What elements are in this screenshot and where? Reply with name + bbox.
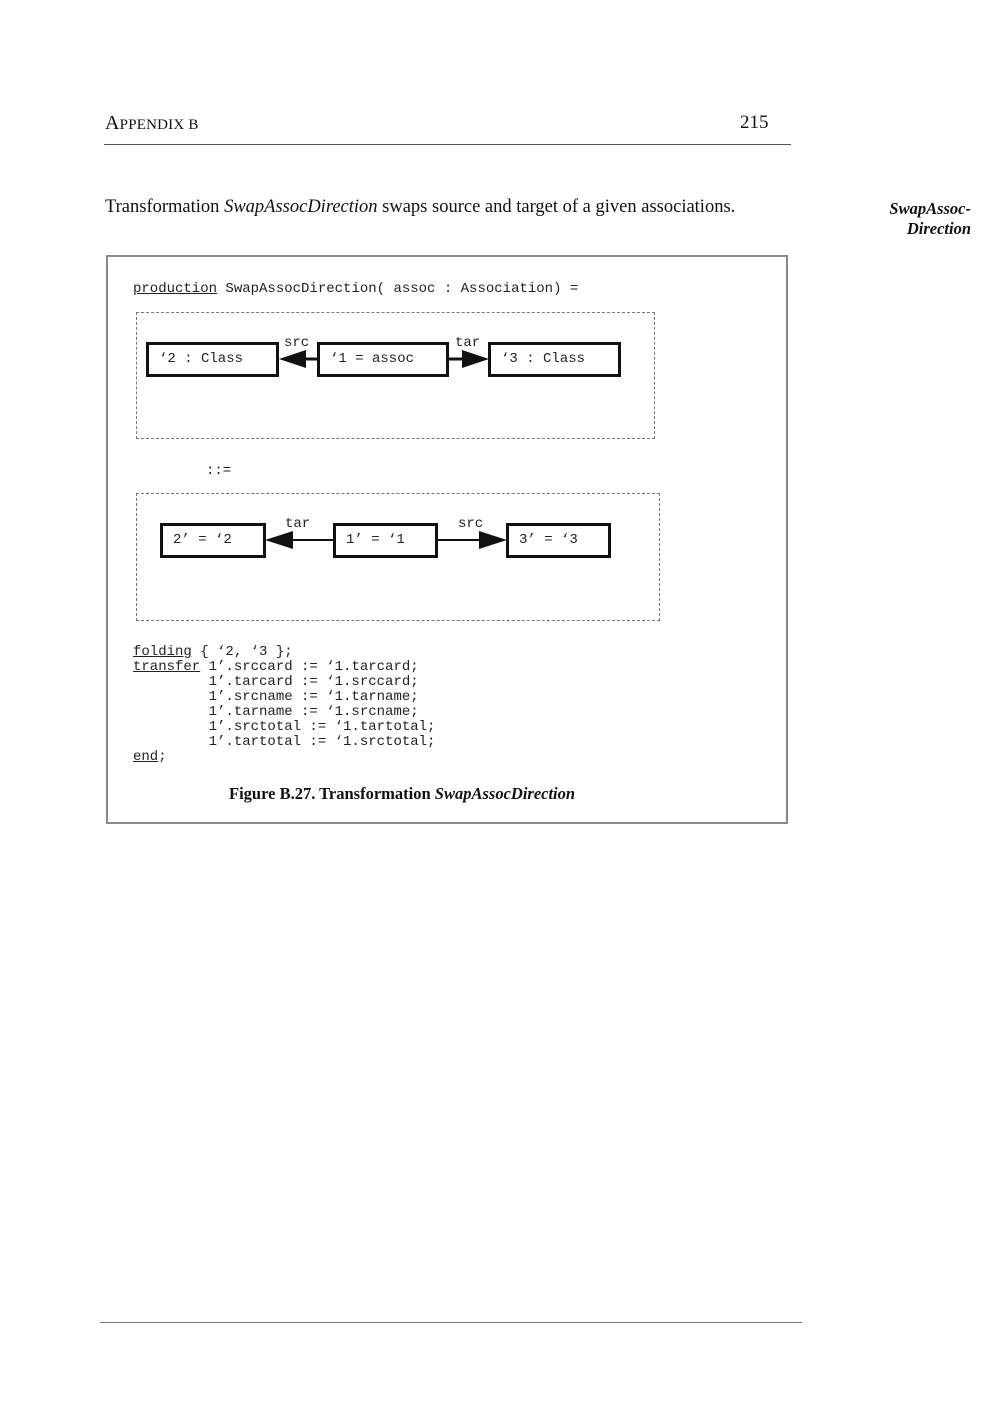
footer-rule — [100, 1322, 802, 1323]
transfer-first: 1’.srccard := ‘1.tarcard; — [200, 659, 419, 675]
folding-keyword: folding — [133, 644, 192, 660]
intro-suffix: swaps source and target of a given associations. — [377, 197, 736, 217]
code-line: 1’.tartotal := ‘1.srctotal; — [133, 734, 436, 750]
production-keyword: production — [133, 281, 218, 297]
rewrite-separator: ::= — [206, 463, 232, 479]
code-end-line — [133, 750, 435, 765]
figure-caption — [229, 784, 575, 804]
folding-rest: { ‘2, ‘3 }; — [191, 644, 293, 660]
header-initial: A — [105, 112, 120, 134]
rhs-node-2: 2’ = ‘2 — [160, 523, 266, 558]
rhs-edge-label-tar: tar — [285, 516, 311, 532]
rhs-node-3: 3’ = ‘3 — [506, 523, 611, 558]
lhs-edge-label-src: src — [284, 335, 310, 351]
margin-note-line1: SwapAssoc- — [889, 199, 971, 218]
code-transfer-line — [133, 660, 435, 675]
code-folding-line — [133, 645, 435, 660]
rhs-edge-label-src: src — [458, 516, 484, 532]
transfer-keyword: transfer — [133, 659, 201, 675]
lhs-edge-src-arrowhead — [279, 350, 306, 368]
end-keyword: end — [133, 749, 159, 765]
lhs-node-assoc-1: ‘1 = assoc — [317, 342, 449, 377]
code-line: 1’.tarname := ‘1.srcname; — [133, 704, 419, 720]
code-line: 1’.srcname := ‘1.tarname; — [133, 689, 419, 705]
code-line: 1’.tarcard := ‘1.srccard; — [133, 674, 419, 690]
lhs-edge-label-tar: tar — [455, 335, 481, 351]
intro-name: SwapAssocDirection — [224, 197, 378, 217]
caption-prefix: Figure B.27. Transformation — [229, 784, 435, 803]
code-block — [133, 645, 435, 765]
page-number: 215 — [740, 112, 769, 133]
code-line: 1’.srctotal := ‘1.tartotal; — [133, 719, 436, 735]
production-signature: SwapAssocDirection( assoc : Association) = — [217, 281, 579, 297]
intro-prefix: Transformation — [105, 197, 225, 217]
rhs-node-1: 1’ = ‘1 — [333, 523, 438, 558]
end-rest: ; — [158, 749, 167, 765]
lhs-node-class-2: ‘2 : Class — [146, 342, 279, 377]
margin-note-line2: Direction — [906, 219, 971, 238]
header-title: PPENDIX B — [119, 117, 199, 133]
caption-name: SwapAssocDirection — [434, 784, 576, 803]
lhs-node-class-3: ‘3 : Class — [488, 342, 621, 377]
lhs-edge-tar-arrowhead — [462, 350, 489, 368]
